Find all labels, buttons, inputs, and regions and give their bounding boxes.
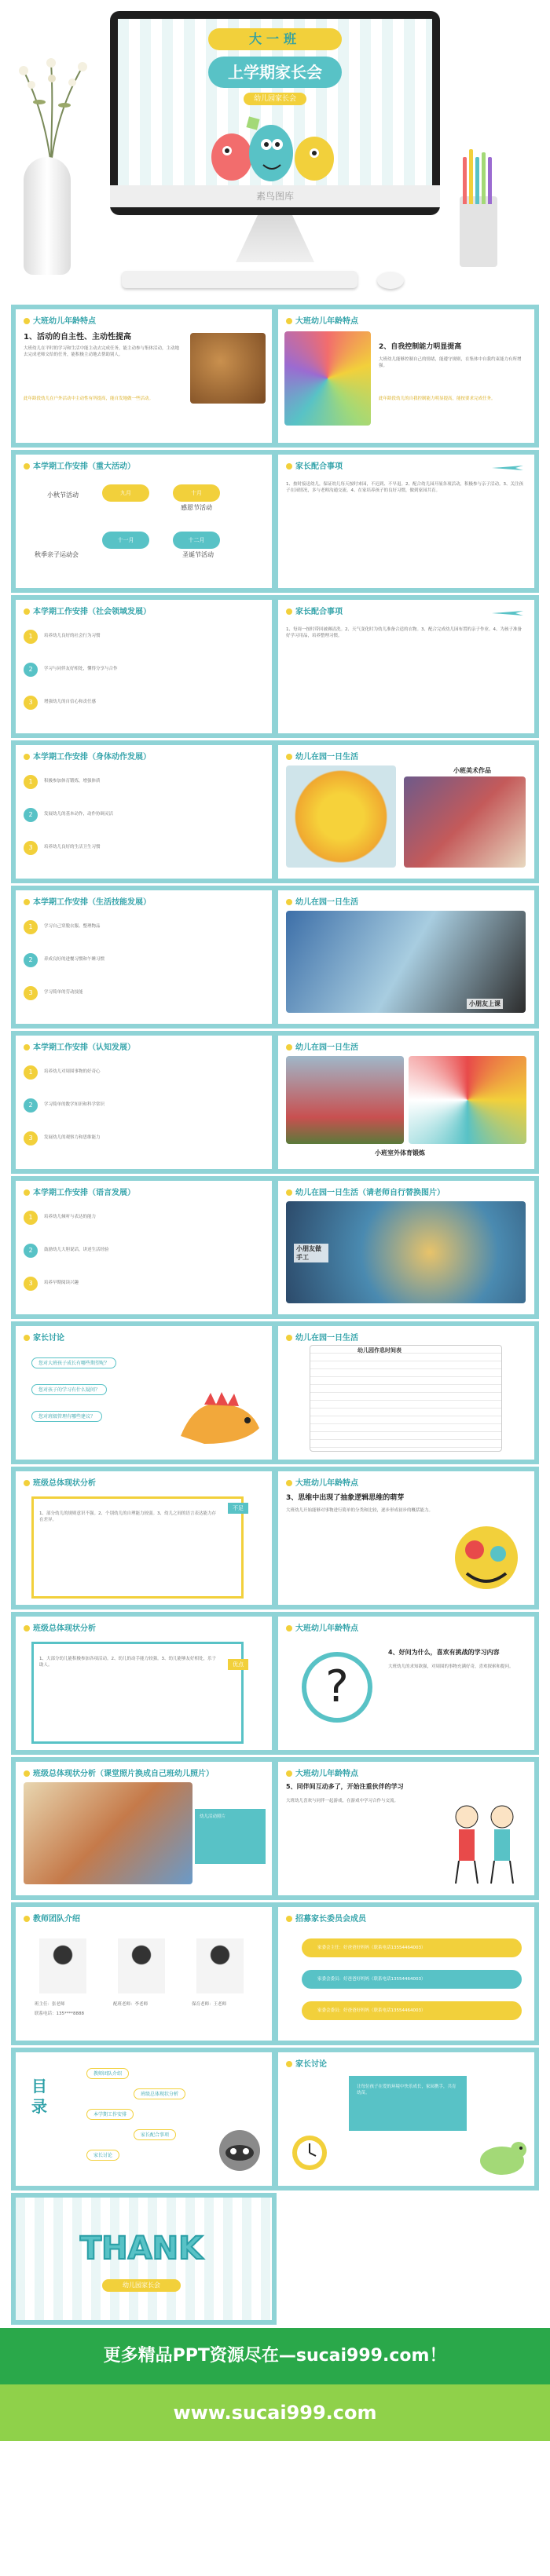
slide-note: 此年龄段幼儿在户外活动中主动性有所提高，能自发地做一些活动。 <box>24 396 154 401</box>
slide-title: 本学期工作安排（语言发展） <box>24 1186 135 1197</box>
list-item: 养成良好的进餐习惯和午睡习惯 <box>44 957 105 962</box>
thank-subtitle: 幼儿园家长会 <box>102 2279 181 2292</box>
playground-photo <box>286 1056 404 1144</box>
slide-title: 班级总体现状分析 <box>24 1621 96 1633</box>
slide-title: 家长配合事项 <box>286 605 343 616</box>
quote-card <box>349 2076 467 2131</box>
slide-daily-life-3 <box>273 1031 539 1174</box>
list-item: 鼓励幼儿大胆说话，讲述生活经验 <box>44 1248 109 1252</box>
slide-table-of-contents <box>11 2048 277 2191</box>
slide-daily-schedule <box>273 1321 539 1464</box>
slide-body: 大班幼儿的求知欲强，对周围的事物充满好奇，喜欢探索和提问。 <box>388 1664 514 1669</box>
slide-parent-discussion-2 <box>273 2048 539 2191</box>
hero <box>0 0 550 302</box>
slide-age-feature-2 <box>273 305 539 448</box>
slide-body: 1、大部分幼儿能积极参加各项活动。2、幼儿的动手能力较强。3、幼儿能够友好相处，乐于助人。 <box>39 1657 217 1668</box>
number-badge: 2 <box>24 808 38 822</box>
airplane-icon <box>492 608 523 619</box>
slide-title: 教师团队介绍 <box>24 1912 80 1924</box>
slide-age-feature-3 <box>273 1467 539 1610</box>
vase-decoration <box>24 157 71 275</box>
number-badge: 3 <box>24 841 38 855</box>
slide-language-development <box>11 1176 277 1319</box>
slide-life-skills <box>11 886 277 1029</box>
slide-parent-committee <box>273 1902 539 2045</box>
alarm-clock-icon <box>286 2123 333 2178</box>
class-activity-photo <box>24 1782 192 1884</box>
photo-caption: 小班美术作品 <box>451 765 493 776</box>
slide-cognitive-development <box>11 1031 277 1174</box>
list-item: 发展幼儿的基本动作，动作协调灵活 <box>44 812 114 817</box>
slide-title: 幼儿在园一日生活 <box>286 1040 358 1052</box>
slide-title: 本学期工作安排（认知发展） <box>24 1040 135 1052</box>
slide-title: 本学期工作安排（生活技能发展） <box>24 895 151 907</box>
list-item: 学习简单的数学知识和科学常识 <box>44 1102 105 1107</box>
committee-member: 家委会主任：好爸爸好妈妈（联系电话13554464003） <box>317 1946 426 1950</box>
list-item: 积极参加体育锻炼，增强体质 <box>44 779 101 784</box>
slide-title: 幼儿在园一日生活（请老师自行替换图片） <box>286 1186 445 1197</box>
color-pencils-photo <box>284 331 371 426</box>
list-item: 培养幼儿对周围事物的好奇心 <box>44 1069 101 1074</box>
slide-class-analysis-weakness <box>11 1467 277 1610</box>
teacher-name: 保育老师：王老师 <box>192 2002 227 2007</box>
slide-body: 大班幼儿喜欢与同伴一起游戏，在游戏中学习合作与交流。 <box>286 1799 399 1803</box>
slide-title: 招募家长委员会成员 <box>286 1912 366 1924</box>
number-badge: 3 <box>24 1131 38 1145</box>
teacher-name: 班主任：张老师 <box>35 2002 65 2007</box>
slide-title: 大班幼儿年龄特点 <box>286 1476 358 1488</box>
strength-tag: 优点 <box>228 1659 248 1670</box>
list-item: 学习自己穿脱衣服、整理物品 <box>44 924 101 929</box>
slide-physical-development <box>11 740 277 883</box>
slide-body: 1、每周一按时带回被褥清洗。2、天气变化时为幼儿准备合适的衣物。3、配合完成幼儿园布置的亲子作业。4、为孩子准备好学习用品，培养整理习惯。 <box>286 627 522 638</box>
activity-item: 圣诞节活动 <box>182 551 214 558</box>
flower-branch-decoration <box>8 55 94 165</box>
quote-text: 让每位孩子在爱的环境中快乐成长，家园携手，共育幼苗。 <box>357 2085 456 2096</box>
activity-item: 小秋节活动 <box>47 491 79 499</box>
painting-class-photo <box>286 911 526 1013</box>
dinosaur-illustration <box>475 2131 530 2178</box>
toc-item[interactable]: 班级总体现状分析 <box>134 2088 185 2099</box>
slide-body: 大班幼儿开始能够对事物进行简单的分类和比较，逐步形成初步的概括能力。 <box>286 1508 434 1513</box>
weakness-tag: 不足 <box>228 1503 248 1514</box>
teacher-phone: 联系电话：135****8888 <box>35 2011 84 2016</box>
number-badge: 3 <box>24 696 38 710</box>
children-drawing-illustration <box>435 1793 530 1887</box>
list-item: 增强幼儿的自信心和责任感 <box>44 700 97 704</box>
slide-title: 家长讨论 <box>24 1331 64 1343</box>
list-item: 培养幼儿良好的生活卫生习惯 <box>44 845 101 850</box>
toc-title: 目录 <box>31 2077 47 2116</box>
class-label: 大一班 <box>208 28 342 50</box>
slide-teacher-team <box>11 1902 277 2045</box>
teacher-avatar <box>118 1938 165 1993</box>
keyboard <box>122 271 358 288</box>
page-bottom <box>0 2441 550 2576</box>
list-item: 发展幼儿的观察力和思维能力 <box>44 1135 101 1140</box>
photo-caption: 小班室外体育锻炼 <box>372 1148 427 1158</box>
mouse <box>377 272 404 289</box>
slide-title: 幼儿在园一日生活 <box>286 1331 358 1343</box>
monitor-stand <box>236 215 314 262</box>
slide-parent-cooperation-1 <box>273 450 539 593</box>
slide-thank-you <box>11 2193 277 2325</box>
sun-drawing-photo <box>286 765 396 868</box>
slide-body: 大班幼儿能够控制自己的情绪，能遵守规则，在集体中自我约束能力有所增强。 <box>379 357 522 368</box>
slide-title: 大班幼儿年龄特点 <box>24 314 96 326</box>
cover-subtitle: 幼儿园家长会 <box>244 93 306 105</box>
airplane-icon <box>492 462 523 473</box>
list-item: 培养早期阅读兴趣 <box>44 1281 79 1285</box>
number-badge: 2 <box>24 1244 38 1258</box>
colorful-doodle-illustration <box>443 1518 530 1597</box>
discussion-question: 您对大班孩子成长有哪些期望呢？ <box>31 1357 116 1368</box>
slide-social-development <box>11 595 277 738</box>
slide-daily-life-1 <box>273 740 539 883</box>
slide-daily-life-2 <box>273 886 539 1029</box>
slide-title: 本学期工作安排（社会领域发展） <box>24 605 151 616</box>
number-badge: 2 <box>24 1098 38 1113</box>
slide-body: 1、部分幼儿的规则意识不强。2、个别幼儿的自理能力较弱。3、幼儿之间的语言表达能力存在差异。 <box>39 1511 217 1522</box>
month-badge: 十二月 <box>173 532 220 549</box>
slide-subtitle: 3、思维中出现了抽象逻辑思维的萌芽 <box>286 1494 405 1502</box>
monitor <box>110 11 440 215</box>
card-text: 幼儿活动照片 <box>200 1814 226 1819</box>
cover-title: 上学期家长会 <box>208 57 342 88</box>
slide-title: 大班幼儿年龄特点 <box>286 1767 358 1778</box>
slide-parent-cooperation-2 <box>273 595 539 738</box>
toc-item[interactable]: 本学期工作安排 <box>86 2109 134 2120</box>
committee-member: 家委会委员：好爸爸好妈妈（联系电话13554464003） <box>317 1977 426 1982</box>
list-item: 培养幼儿良好的社会行为习惯 <box>44 634 101 638</box>
teacher-avatar <box>39 1938 86 1993</box>
month-badge: 十月 <box>173 484 220 502</box>
toc-item[interactable]: 家长讨论 <box>86 2150 119 2161</box>
photo-caption: 小朋友做手工 <box>294 1244 328 1262</box>
slide-subtitle: 5、同伴间互动多了，开始注重伙伴的学习 <box>286 1783 404 1790</box>
slide-title: 本学期工作安排（重大活动） <box>24 459 135 471</box>
slide-body: 1、按时接送幼儿，保证幼儿每天按时来园，不迟到、不早退。2、配合幼儿园开展各项活动，积极参与亲子活动。3、关注孩子在园情况，多与老师沟通交流。4、在家培养孩子的良好习惯，做到家园共育。 <box>286 482 524 493</box>
slide-title: 班级总体现状分析（课堂照片换成自己班幼儿照片） <box>24 1767 214 1778</box>
number-badge: 3 <box>24 986 38 1000</box>
slide-subtitle: 4、好问为什么，喜欢有挑战的学习内容 <box>388 1649 500 1656</box>
slide-title: 幼儿在园一日生活 <box>286 750 358 762</box>
slide-class-analysis-photo <box>11 1757 277 1900</box>
slide-title: 家长讨论 <box>286 2057 327 2069</box>
slide-subtitle: 2、自我控制能力明显提高 <box>379 343 462 351</box>
number-badge: 1 <box>24 775 38 789</box>
question-mark-icon: ? <box>302 1652 372 1723</box>
slide-subtitle: 1、活动的自主性、主动性提高 <box>24 333 131 342</box>
activity-item: 感恩节活动 <box>181 504 212 511</box>
discussion-question: 您对班级管理有哪些建议？ <box>31 1411 102 1422</box>
number-badge: 1 <box>24 1065 38 1080</box>
cover-slide <box>118 19 432 185</box>
number-badge: 1 <box>24 920 38 934</box>
teacher-avatar <box>196 1938 244 1993</box>
thank-title: THANK <box>79 2231 204 2267</box>
slide-parent-discussion-1 <box>11 1321 277 1464</box>
number-badge: 2 <box>24 953 38 967</box>
slide-age-feature-4 <box>273 1612 539 1755</box>
slide-title: 班级总体现状分析 <box>24 1476 96 1488</box>
teacher-name: 配班老师：李老师 <box>113 2002 148 2007</box>
slide-title: 大班幼儿年龄特点 <box>286 314 358 326</box>
slide-daily-life-4 <box>273 1176 539 1319</box>
analysis-card <box>195 1809 266 1864</box>
slide-age-feature-5 <box>273 1757 539 1900</box>
slide-class-analysis-strength <box>11 1612 277 1755</box>
activity-item: 秋季亲子运动会 <box>35 551 79 558</box>
month-badge: 九月 <box>102 484 149 502</box>
number-badge: 1 <box>24 630 38 644</box>
slide-note: 此年龄段幼儿的自我控制能力明显提高，能按要求完成任务。 <box>379 396 496 401</box>
discussion-question: 您对孩子的学习有什么疑问？ <box>31 1384 107 1395</box>
slide-major-activities <box>11 450 277 593</box>
month-badge: 十一月 <box>102 532 149 549</box>
slide-title: 家长配合事项 <box>286 459 343 471</box>
toc-item[interactable]: 家长配合事项 <box>134 2129 176 2140</box>
photo-caption: 小朋友上课 <box>467 999 503 1009</box>
slide-body: 大班幼儿在平时的学习和生活中能主动去完成任务，能主动参与集体活动，主动地去完成老师交给的任务，能积极主动地去帮助别人。 <box>24 346 180 357</box>
list-item: 学习与同伴友好相处，懂得分享与合作 <box>44 667 118 671</box>
number-badge: 3 <box>24 1277 38 1291</box>
table-title: 幼儿园作息时间表 <box>358 1347 402 1354</box>
number-badge: 1 <box>24 1211 38 1225</box>
schedule-table <box>310 1345 502 1452</box>
promo-banner[interactable]: 更多精品PPT资源尽在—sucai999.com！ <box>0 2328 550 2384</box>
pinwheel-photo <box>409 1056 526 1144</box>
promo-url[interactable]: www.sucai999.com <box>0 2384 550 2441</box>
number-badge: 2 <box>24 663 38 677</box>
slide-title: 大班幼儿年龄特点 <box>286 1621 358 1633</box>
dinosaur-illustration <box>173 1381 267 1452</box>
watermark: 素鸟图库 <box>110 185 440 207</box>
slide-title: 幼儿在园一日生活 <box>286 895 358 907</box>
toc-item[interactable]: 教师团队介绍 <box>86 2068 129 2079</box>
pencil-cup-decoration <box>460 196 497 267</box>
list-item: 培养幼儿倾听与表达的能力 <box>44 1215 97 1219</box>
raccoon-illustration <box>212 2123 267 2178</box>
slide-title: 本学期工作安排（身体动作发展） <box>24 750 151 762</box>
committee-member: 家委会委员：好爸爸好妈妈（联系电话13554464003） <box>317 2008 426 2013</box>
slide-age-feature-1 <box>11 305 277 448</box>
list-item: 学习简单的劳动技能 <box>44 990 83 995</box>
artwork-photo <box>404 776 526 868</box>
monster-illustration <box>200 110 350 182</box>
children-photo <box>190 333 266 404</box>
